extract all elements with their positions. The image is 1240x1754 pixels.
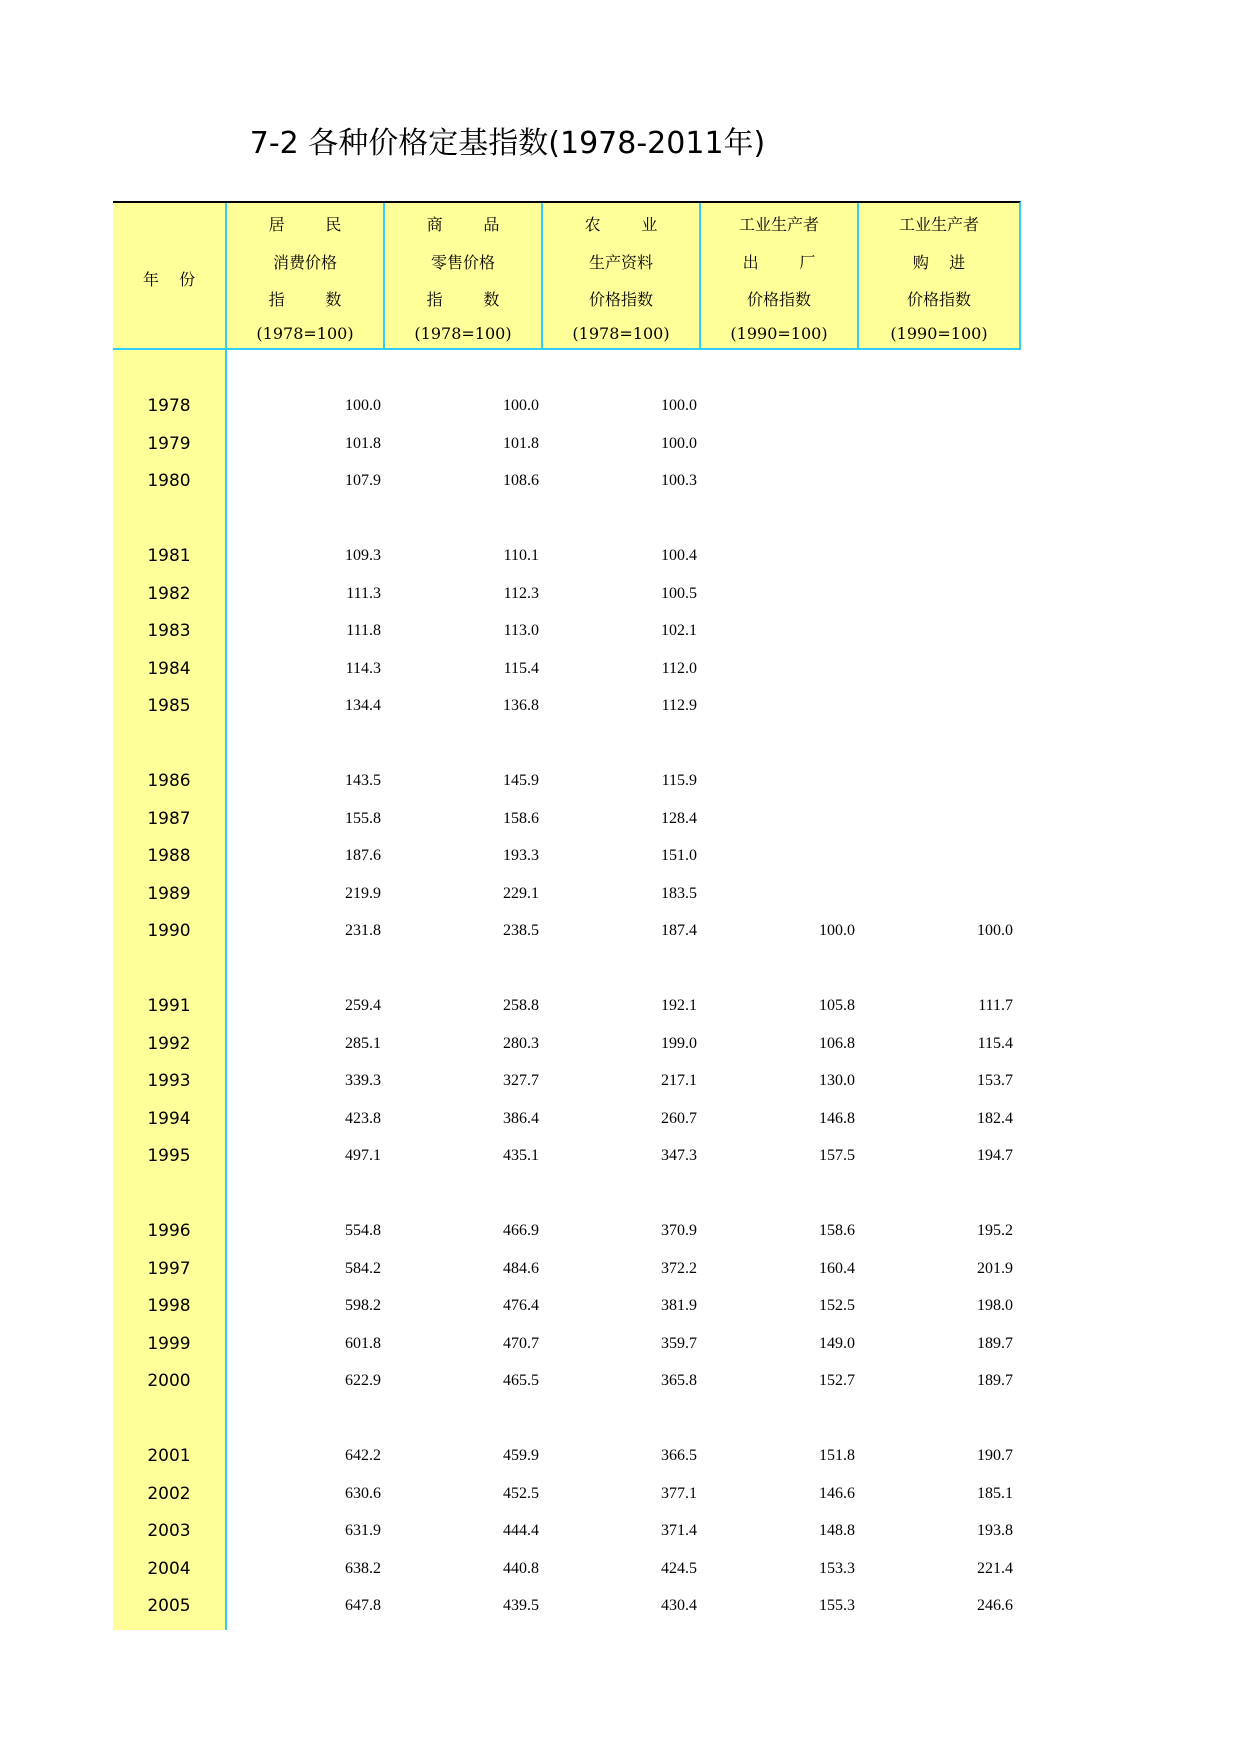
year-cell: 1993 [147, 1071, 191, 1091]
table-row [113, 880, 1021, 908]
value-cell: 258.8 [503, 997, 539, 1014]
table-row [113, 430, 1021, 458]
value-cell: 370.9 [661, 1222, 697, 1239]
header-col-cpi [225, 203, 383, 350]
value-cell: 193.3 [503, 847, 539, 864]
year-cell: 1984 [147, 658, 191, 679]
header-line: 工业生产者 [738, 215, 819, 234]
value-cell: 221.4 [977, 1559, 1013, 1577]
value-cell: 381.9 [661, 1297, 697, 1314]
value-cell: 114.3 [345, 659, 381, 677]
value-cell: 194.7 [977, 1147, 1013, 1164]
header-line: 消费价格 [272, 253, 337, 272]
value-cell: 115.9 [661, 772, 697, 789]
value-cell: 440.8 [503, 1559, 539, 1577]
value-cell: 229.1 [503, 884, 539, 902]
value-cell: 100.0 [503, 397, 539, 414]
value-cell: 554.8 [345, 1222, 381, 1239]
year-cell: 2003 [147, 1521, 191, 1541]
table-row [113, 1555, 1021, 1583]
table-row [113, 1255, 1021, 1283]
table-row [113, 1105, 1021, 1133]
value-cell: 106.8 [819, 1034, 855, 1052]
header-col-retail [383, 203, 541, 350]
header-line: 价格指数 [746, 290, 811, 309]
value-cell: 285.1 [345, 1034, 381, 1052]
year-cell: 1995 [147, 1146, 191, 1166]
table-row [113, 1367, 1021, 1395]
table-row [113, 467, 1021, 495]
value-cell: 143.5 [345, 772, 381, 789]
value-cell: 111.3 [346, 584, 381, 602]
value-cell: 366.5 [661, 1447, 697, 1464]
value-cell: 584.2 [345, 1259, 381, 1277]
value-cell: 199.0 [661, 1034, 697, 1052]
table-row [113, 1330, 1021, 1358]
value-cell: 423.8 [345, 1109, 381, 1127]
value-cell: 386.4 [503, 1109, 539, 1127]
value-cell: 100.0 [977, 922, 1013, 939]
value-cell: 466.9 [503, 1222, 539, 1239]
value-cell: 111.7 [978, 997, 1013, 1014]
table-row [113, 1442, 1021, 1470]
value-cell: 158.6 [503, 809, 539, 827]
table-row [113, 542, 1021, 570]
value-cell: 195.2 [977, 1222, 1013, 1239]
value-cell: 630.6 [345, 1484, 381, 1502]
value-cell: 115.4 [503, 659, 539, 677]
value-cell: 476.4 [503, 1297, 539, 1314]
value-cell: 598.2 [345, 1297, 381, 1314]
table-row [113, 917, 1021, 945]
value-cell: 246.6 [977, 1597, 1013, 1614]
value-cell: 110.1 [503, 547, 539, 564]
value-cell: 435.1 [503, 1147, 539, 1164]
value-cell: 146.6 [819, 1484, 855, 1502]
table-row [113, 1592, 1021, 1620]
header-year-label: 年 份 [142, 270, 196, 289]
header-line: 农 业 [584, 215, 658, 234]
value-cell: 371.4 [661, 1522, 697, 1539]
value-cell: 183.5 [661, 884, 697, 902]
value-cell: 217.1 [661, 1072, 697, 1089]
year-cell: 1990 [147, 921, 191, 941]
value-cell: 198.0 [977, 1297, 1013, 1314]
value-cell: 424.5 [661, 1559, 697, 1577]
table-row [113, 692, 1021, 720]
value-cell: 260.7 [661, 1109, 697, 1127]
table-row [113, 1480, 1021, 1508]
value-cell: 151.8 [819, 1447, 855, 1464]
value-cell: 115.4 [977, 1034, 1013, 1052]
value-cell: 100.5 [661, 584, 697, 602]
value-cell: 153.7 [977, 1072, 1013, 1089]
value-cell: 146.8 [819, 1109, 855, 1127]
value-cell: 190.7 [977, 1447, 1013, 1464]
value-cell: 111.8 [346, 622, 381, 639]
value-cell: 201.9 [977, 1259, 1013, 1277]
value-cell: 647.8 [345, 1597, 381, 1614]
year-cell: 1983 [147, 621, 191, 641]
value-cell: 231.8 [345, 922, 381, 939]
header-line: 出 厂 [742, 253, 816, 272]
value-cell: 155.8 [345, 809, 381, 827]
value-cell: 601.8 [345, 1334, 381, 1352]
value-cell: 439.5 [503, 1597, 539, 1614]
value-cell: 134.4 [345, 697, 381, 714]
value-cell: 465.5 [503, 1372, 539, 1389]
value-cell: 157.5 [819, 1147, 855, 1164]
value-cell: 100.3 [661, 472, 697, 489]
year-cell: 1982 [147, 583, 191, 604]
value-cell: 339.3 [345, 1072, 381, 1089]
table-row [113, 617, 1021, 645]
value-cell: 470.7 [503, 1334, 539, 1352]
table-row [113, 655, 1021, 683]
year-cell: 2004 [147, 1558, 191, 1579]
value-cell: 149.0 [819, 1334, 855, 1352]
value-cell: 136.8 [503, 697, 539, 714]
header-line: 商 品 [426, 215, 500, 234]
header-line: (1978=100) [256, 324, 354, 343]
header-line: 价格指数 [906, 290, 971, 309]
value-cell: 153.3 [819, 1559, 855, 1577]
value-cell: 152.5 [819, 1297, 855, 1314]
table-row [113, 1067, 1021, 1095]
value-cell: 100.4 [661, 547, 697, 564]
value-cell: 108.6 [503, 472, 539, 489]
header-line: (1990=100) [890, 324, 988, 343]
value-cell: 459.9 [503, 1447, 539, 1464]
value-cell: 189.7 [977, 1334, 1013, 1352]
value-cell: 187.6 [345, 847, 381, 864]
value-cell: 102.1 [661, 622, 697, 639]
value-cell: 112.3 [503, 584, 539, 602]
year-cell: 1994 [147, 1108, 191, 1129]
header-col-agri [541, 203, 699, 350]
value-cell: 219.9 [345, 884, 381, 902]
table-row [113, 1030, 1021, 1058]
value-cell: 128.4 [661, 809, 697, 827]
value-cell: 638.2 [345, 1559, 381, 1577]
value-cell: 347.3 [661, 1147, 697, 1164]
year-cell: 1988 [147, 846, 191, 866]
value-cell: 160.4 [819, 1259, 855, 1277]
header-line: 价格指数 [588, 290, 653, 309]
value-cell: 259.4 [345, 997, 381, 1014]
table-row [113, 767, 1021, 795]
value-cell: 642.2 [345, 1447, 381, 1464]
header-col-ppi-out [699, 203, 857, 350]
value-cell: 158.6 [819, 1222, 855, 1239]
value-cell: 100.0 [661, 434, 697, 452]
value-cell: 112.0 [661, 659, 697, 677]
table-row [113, 1142, 1021, 1170]
header-line: 指 数 [426, 290, 500, 309]
value-cell: 100.0 [819, 922, 855, 939]
value-cell: 193.8 [977, 1522, 1013, 1539]
value-cell: 100.0 [345, 397, 381, 414]
year-cell: 1978 [147, 396, 191, 416]
year-cell: 1989 [147, 883, 191, 904]
header-line: (1978=100) [572, 324, 670, 343]
value-cell: 112.9 [661, 697, 697, 714]
table-row [113, 1292, 1021, 1320]
value-cell: 100.0 [661, 397, 697, 414]
table-row [113, 842, 1021, 870]
value-cell: 377.1 [661, 1484, 697, 1502]
year-cell: 2005 [147, 1596, 191, 1616]
year-cell: 1991 [147, 996, 191, 1016]
year-cell: 2000 [147, 1371, 191, 1391]
header-line: (1978=100) [414, 324, 512, 343]
table-title: 7-2 各种价格定基指数(1978-2011年) [249, 126, 766, 161]
header-line: 指 数 [268, 290, 342, 309]
header-line: 工业生产者 [898, 215, 979, 234]
table-header [113, 201, 1021, 350]
value-cell: 359.7 [661, 1334, 697, 1352]
header-line: 生产资料 [588, 253, 653, 272]
value-cell: 105.8 [819, 997, 855, 1014]
year-cell: 1999 [147, 1333, 191, 1354]
value-cell: 452.5 [503, 1484, 539, 1502]
year-cell: 1985 [147, 696, 191, 716]
table-row [113, 992, 1021, 1020]
value-cell: 622.9 [345, 1372, 381, 1389]
value-cell: 109.3 [345, 547, 381, 564]
header-line: 零售价格 [430, 253, 495, 272]
year-cell: 1987 [147, 808, 191, 829]
value-cell: 155.3 [819, 1597, 855, 1614]
table-row [113, 392, 1021, 420]
table-row [113, 1517, 1021, 1545]
year-cell: 1992 [147, 1033, 191, 1054]
value-cell: 145.9 [503, 772, 539, 789]
year-cell: 1980 [147, 471, 191, 491]
value-cell: 101.8 [345, 434, 381, 452]
value-cell: 148.8 [819, 1522, 855, 1539]
value-cell: 113.0 [503, 622, 539, 639]
value-cell: 484.6 [503, 1259, 539, 1277]
value-cell: 497.1 [345, 1147, 381, 1164]
value-cell: 152.7 [819, 1372, 855, 1389]
value-cell: 130.0 [819, 1072, 855, 1089]
header-year-cell [113, 203, 225, 350]
value-cell: 372.2 [661, 1259, 697, 1277]
table-row [113, 805, 1021, 833]
year-cell: 2001 [147, 1446, 191, 1466]
value-cell: 101.8 [503, 434, 539, 452]
value-cell: 365.8 [661, 1372, 697, 1389]
value-cell: 107.9 [345, 472, 381, 489]
value-cell: 280.3 [503, 1034, 539, 1052]
value-cell: 185.1 [977, 1484, 1013, 1502]
year-cell: 1998 [147, 1296, 191, 1316]
table-row [113, 580, 1021, 608]
value-cell: 238.5 [503, 922, 539, 939]
value-cell: 430.4 [661, 1597, 697, 1614]
table-row [113, 1217, 1021, 1245]
value-cell: 189.7 [977, 1372, 1013, 1389]
value-cell: 444.4 [503, 1522, 539, 1539]
year-cell: 1997 [147, 1258, 191, 1279]
header-line: 购 进 [912, 253, 966, 272]
year-cell: 1986 [147, 771, 191, 791]
year-cell: 2002 [147, 1483, 191, 1504]
value-cell: 187.4 [661, 922, 697, 939]
value-cell: 182.4 [977, 1109, 1013, 1127]
header-line: 居 民 [268, 215, 342, 234]
header-line: (1990=100) [730, 324, 828, 343]
year-cell: 1996 [147, 1221, 191, 1241]
year-cell: 1979 [147, 433, 191, 454]
header-col-ppi-in [857, 203, 1019, 350]
value-cell: 151.0 [661, 847, 697, 864]
value-cell: 631.9 [345, 1522, 381, 1539]
value-cell: 192.1 [661, 997, 697, 1014]
year-cell: 1981 [147, 546, 191, 566]
value-cell: 327.7 [503, 1072, 539, 1089]
